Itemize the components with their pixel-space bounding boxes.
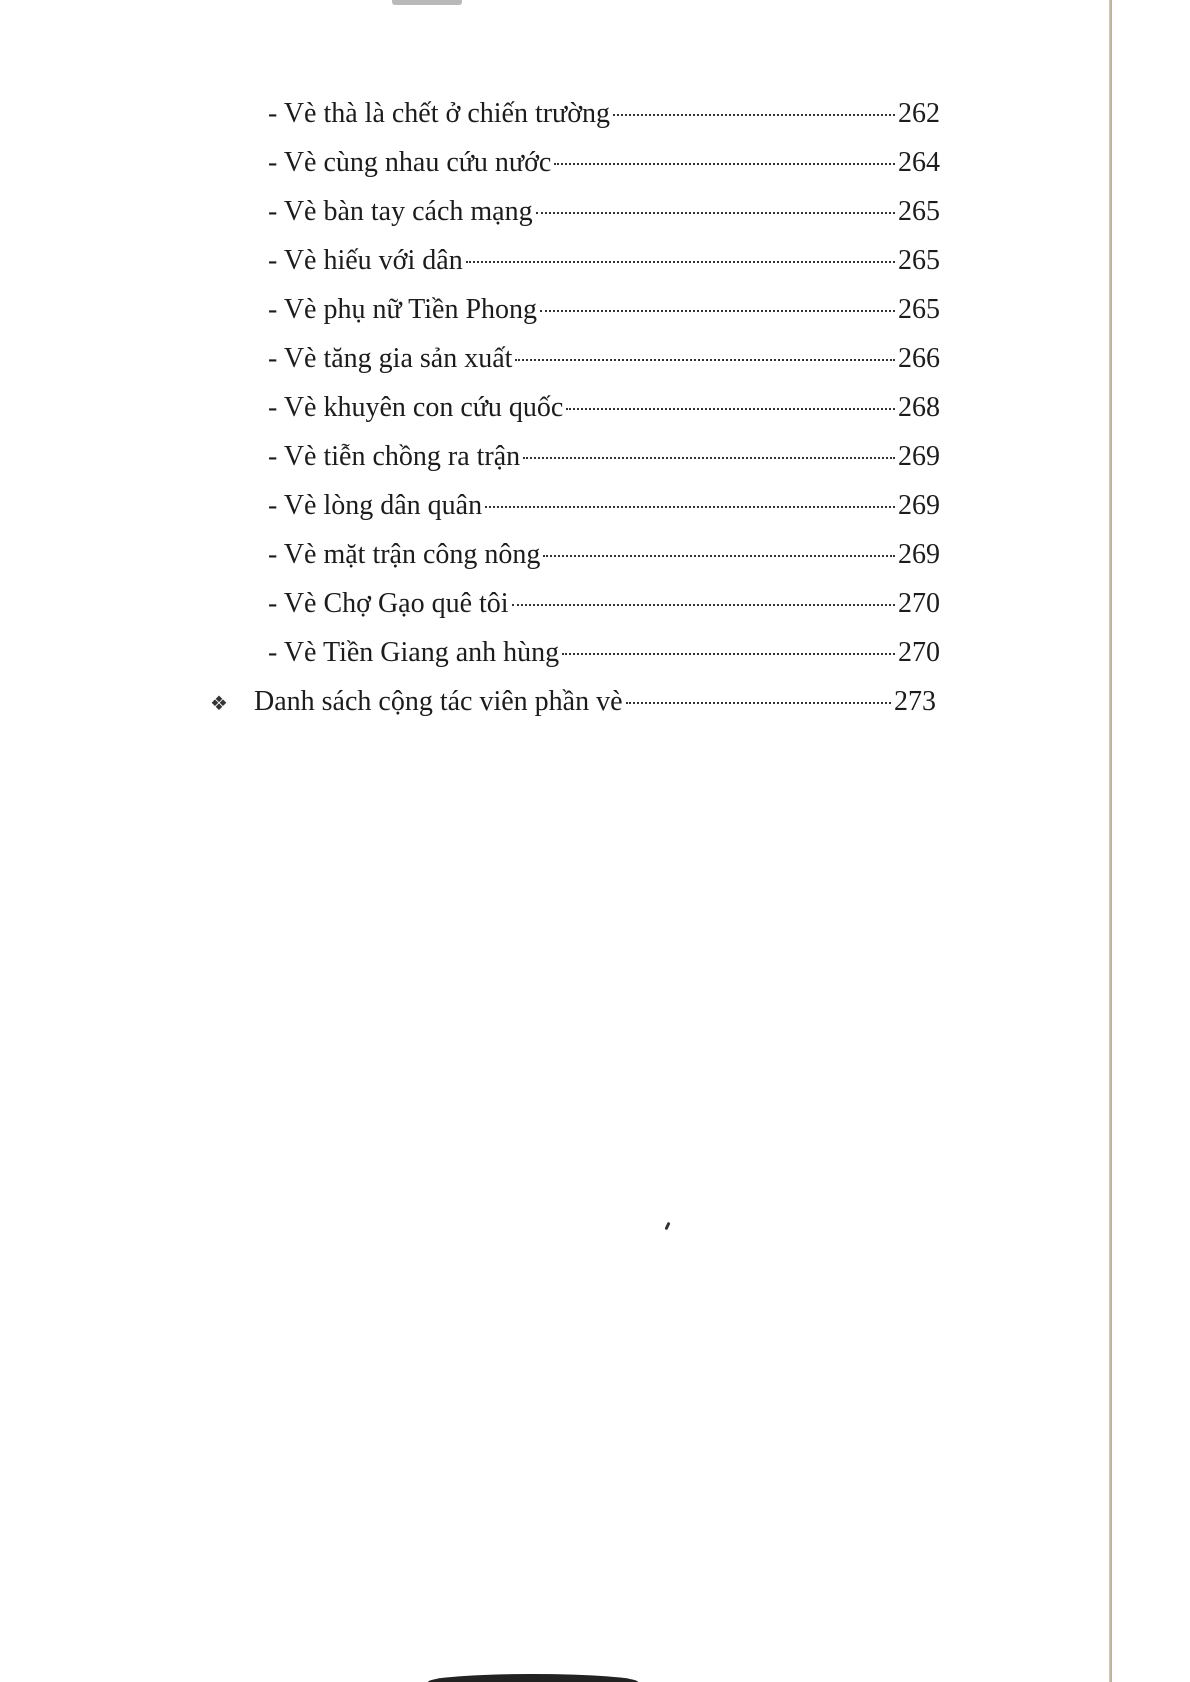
dot-leader xyxy=(536,212,895,214)
dot-leader xyxy=(562,653,895,655)
toc-main-entry[interactable] xyxy=(210,685,936,721)
scan-artifact-bottom xyxy=(428,1674,638,1682)
scan-artifact-top xyxy=(392,0,462,5)
dot-leader xyxy=(613,114,895,116)
page-edge xyxy=(1109,0,1112,1682)
toc-entry-page: 269 xyxy=(898,490,940,521)
toc-entry[interactable] xyxy=(268,244,940,278)
toc-entry-title: - Vè bàn tay cách mạng xyxy=(268,196,533,227)
dot-leader xyxy=(543,555,895,557)
toc-entry-page: 265 xyxy=(898,294,940,325)
dot-leader xyxy=(626,702,891,704)
toc-entry-title: - Vè mặt trận công nông xyxy=(268,539,541,570)
toc-entry-page: 264 xyxy=(898,147,940,178)
toc-entry-page: 265 xyxy=(898,245,940,276)
toc-entry-title: - Vè lòng dân quân xyxy=(268,490,483,521)
toc-entry-title: - Vè phụ nữ Tiền Phong xyxy=(268,294,538,325)
toc-entry[interactable] xyxy=(268,636,940,670)
dot-leader xyxy=(485,506,895,508)
toc-entry-page: 270 xyxy=(898,588,940,619)
toc-entry-page: 269 xyxy=(898,539,940,570)
diamond-bullet-icon: ❖ xyxy=(210,693,228,715)
dot-leader xyxy=(512,604,895,606)
toc-entry-title: - Vè hiếu với dân xyxy=(268,245,463,276)
ink-speck xyxy=(664,1222,670,1231)
toc-entry-title: - Vè Chợ Gạo quê tôi xyxy=(268,588,509,619)
toc-entry[interactable] xyxy=(268,293,940,327)
toc-entry[interactable] xyxy=(268,440,940,474)
dot-leader xyxy=(554,163,895,165)
toc-entry[interactable] xyxy=(268,146,940,180)
toc-entry-title: - Vè khuyên con cứu quốc xyxy=(268,392,564,423)
toc-entry[interactable] xyxy=(268,391,940,425)
toc-entry-page: 269 xyxy=(898,441,940,472)
toc-entry-page: 265 xyxy=(898,196,940,227)
toc-entry[interactable] xyxy=(268,195,940,229)
toc-entry-page: 268 xyxy=(898,392,940,423)
toc-entry-page: 266 xyxy=(898,343,940,374)
dot-leader xyxy=(466,261,895,263)
toc-entry-page: 270 xyxy=(898,637,940,668)
toc-entry[interactable] xyxy=(268,342,940,376)
toc-entry-page: 262 xyxy=(898,98,940,129)
toc-entry-title: - Vè tiễn chồng ra trận xyxy=(268,441,521,472)
toc-entry[interactable] xyxy=(268,538,940,572)
dot-leader xyxy=(515,359,895,361)
toc-entry-title: - Vè thà là chết ở chiến trường xyxy=(268,98,611,129)
toc-entry-title: - Vè tăng gia sản xuất xyxy=(268,343,513,374)
toc-entry[interactable] xyxy=(268,587,940,621)
dot-leader xyxy=(523,457,895,459)
dot-leader xyxy=(566,408,895,410)
dot-leader xyxy=(540,310,895,312)
toc-main-entry-page: 273 xyxy=(894,686,936,717)
toc-entry-title: - Vè Tiền Giang anh hùng xyxy=(268,637,560,668)
toc-main-entry-title: Danh sách cộng tác viên phần vè xyxy=(254,686,623,717)
toc-entry[interactable] xyxy=(268,489,940,523)
toc-entry-title: - Vè cùng nhau cứu nước xyxy=(268,147,552,178)
toc-entry[interactable] xyxy=(268,97,940,131)
